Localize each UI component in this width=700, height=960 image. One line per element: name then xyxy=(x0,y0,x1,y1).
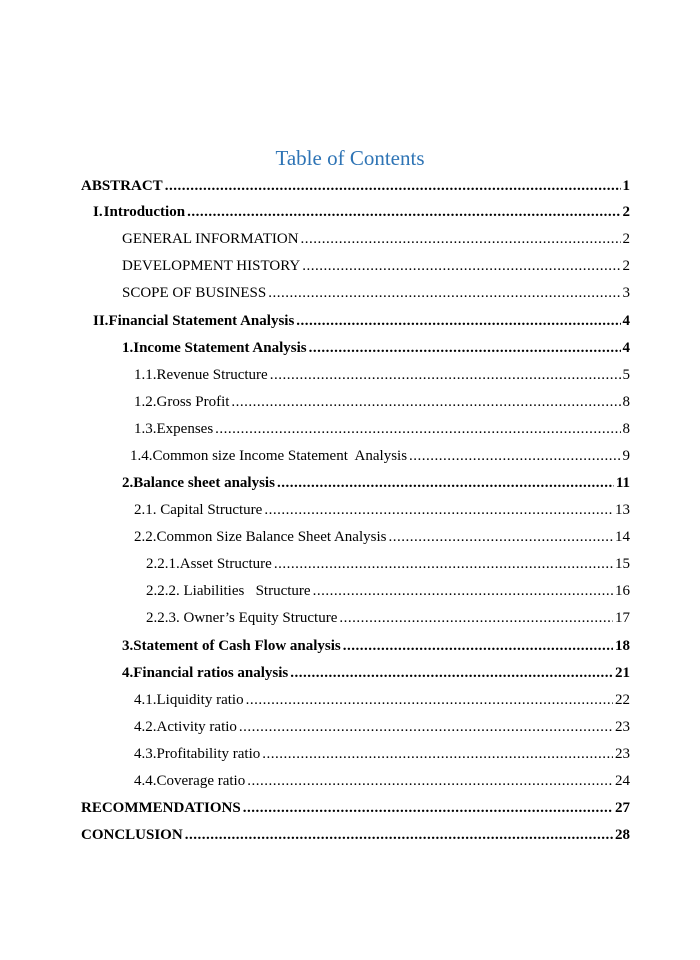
toc-entry-expenses[interactable] xyxy=(134,420,630,438)
toc-entry-financial-statement-analysis[interactable] xyxy=(93,312,630,330)
toc-entry-asset-structure[interactable] xyxy=(146,555,630,573)
dot-leader xyxy=(296,312,620,330)
toc-entry-development-history[interactable] xyxy=(122,257,630,275)
toc-entry-label: 2.2.1.Asset Structure xyxy=(146,556,272,572)
toc-entry-number: I. xyxy=(93,204,103,220)
dot-leader xyxy=(246,691,613,709)
toc-entry-label: SCOPE OF BUSINESS xyxy=(122,285,267,301)
toc-entry-income-statement-analysis[interactable] xyxy=(122,339,630,357)
toc-entry-general-information[interactable] xyxy=(122,230,630,248)
dot-leader xyxy=(388,528,613,546)
toc-entry-introduction[interactable] xyxy=(93,203,630,221)
toc-entry-number: 1. xyxy=(122,340,134,356)
toc-entry-label: Statement of Cash Flow analysis xyxy=(133,638,341,654)
toc-entry-label: Income Statement Analysis xyxy=(133,340,307,356)
toc-page-number: 4 xyxy=(622,340,630,356)
toc-page-number: 11 xyxy=(615,475,630,491)
toc-page-number: 1 xyxy=(622,178,630,194)
dot-leader xyxy=(243,799,613,817)
dot-leader xyxy=(309,339,621,357)
toc-entry-abstract[interactable] xyxy=(81,177,630,195)
toc-page-number: 14 xyxy=(615,529,630,545)
toc-page-number: 4 xyxy=(622,313,630,329)
toc-entry-label: DEVELOPMENT HISTORY xyxy=(122,258,301,274)
dot-leader xyxy=(302,257,620,275)
toc-entry-label: 1.4.Common size Income Statement Analysis xyxy=(130,448,408,464)
toc-entry-profitability-ratio[interactable] xyxy=(134,745,630,763)
toc-page-number: 9 xyxy=(622,448,630,464)
toc-entry-financial-ratios-analysis[interactable] xyxy=(122,664,630,682)
toc-entry-balance-sheet-analysis[interactable] xyxy=(122,474,630,492)
dot-leader xyxy=(270,366,621,384)
toc-page-number: 2 xyxy=(622,231,630,247)
dot-leader xyxy=(339,609,613,627)
dot-leader xyxy=(268,284,620,302)
dot-leader xyxy=(274,555,613,573)
toc-entry-label: 4.2.Activity ratio xyxy=(134,719,237,735)
dot-leader xyxy=(231,393,620,411)
toc-entry-label: GENERAL INFORMATION xyxy=(122,231,299,247)
toc-entry-gross-profit[interactable] xyxy=(134,393,630,411)
toc-entry-label: RECOMMENDATIONS xyxy=(81,800,241,816)
dot-leader xyxy=(185,826,613,844)
dot-leader xyxy=(187,203,620,221)
toc-page-number: 27 xyxy=(615,800,630,816)
toc-entry-label: 1.3.Expenses xyxy=(134,421,214,437)
toc-entry-label: 1.2.Gross Profit xyxy=(134,394,230,410)
toc-entry-conclusion[interactable] xyxy=(81,826,630,844)
toc-page-number: 8 xyxy=(622,394,630,410)
toc-entry-label: Introduction xyxy=(103,204,186,220)
toc-entry-number: 2. xyxy=(122,475,134,491)
toc-entry-activity-ratio[interactable] xyxy=(134,718,630,736)
toc-page-number: 15 xyxy=(615,556,630,572)
toc-entry-label: 4.3.Profitability ratio xyxy=(134,746,261,762)
toc-entry-number: II. xyxy=(93,313,109,329)
toc-entry-label: 2.2.Common Size Balance Sheet Analysis xyxy=(134,529,387,545)
dot-leader xyxy=(409,447,620,465)
toc-entry-owners-equity-structure[interactable] xyxy=(146,609,630,627)
toc-page-number: 2 xyxy=(622,204,630,220)
dot-leader xyxy=(215,420,620,438)
toc-entry-common-size-income-statement[interactable] xyxy=(130,447,630,465)
toc-page-number: 22 xyxy=(615,692,630,708)
dot-leader xyxy=(165,177,621,195)
toc-page-number: 13 xyxy=(615,502,630,518)
dot-leader xyxy=(264,501,613,519)
dot-leader xyxy=(313,582,613,600)
toc-entry-label: 2.2.3. Owner’s Equity Structure xyxy=(146,610,338,626)
toc-page-number: 17 xyxy=(615,610,630,626)
toc-entry-label: 4.4.Coverage ratio xyxy=(134,773,246,789)
toc-entry-common-size-balance-sheet[interactable] xyxy=(134,528,630,546)
toc-entry-liquidity-ratio[interactable] xyxy=(134,691,630,709)
toc-entry-capital-structure[interactable] xyxy=(134,501,630,519)
toc-entry-revenue-structure[interactable] xyxy=(134,366,630,384)
dot-leader xyxy=(247,772,613,790)
toc-entry-number: 4. xyxy=(122,665,134,681)
toc-entry-label: ABSTRACT xyxy=(81,178,163,194)
toc-entry-label: CONCLUSION xyxy=(81,827,183,843)
toc-page-number: 2 xyxy=(622,258,630,274)
toc-page-number: 28 xyxy=(615,827,630,843)
toc-title: Table of Contents xyxy=(275,146,425,170)
toc-page-number: 21 xyxy=(615,665,630,681)
dot-leader xyxy=(239,718,613,736)
toc-entry-label: 1.1.Revenue Structure xyxy=(134,367,268,383)
toc-entry-coverage-ratio[interactable] xyxy=(134,772,630,790)
toc-page-number: 16 xyxy=(615,583,630,599)
toc-entry-label: Financial Statement Analysis xyxy=(108,313,295,329)
dot-leader xyxy=(343,637,613,655)
toc-entry-label: Balance sheet analysis xyxy=(133,475,275,491)
toc-entry-label: 4.1.Liquidity ratio xyxy=(134,692,244,708)
toc-entry-number: 3. xyxy=(122,638,134,654)
toc-entry-liabilities-structure[interactable] xyxy=(146,582,630,600)
toc-page-number: 18 xyxy=(615,638,630,654)
toc-entry-recommendations[interactable] xyxy=(81,799,630,817)
toc-entry-label: Financial ratios analysis xyxy=(133,665,289,681)
toc-page-number: 23 xyxy=(615,746,630,762)
toc-page-number: 23 xyxy=(615,719,630,735)
toc-page-number: 8 xyxy=(622,421,630,437)
toc-page-number: 5 xyxy=(622,367,630,383)
toc-page-number: 3 xyxy=(622,285,630,301)
dot-leader xyxy=(262,745,613,763)
dot-leader xyxy=(277,474,614,492)
toc-entry-label: 2.2.2. Liabilities Structure xyxy=(146,583,311,599)
dot-leader xyxy=(290,664,613,682)
toc-entry-scope-of-business[interactable] xyxy=(122,284,630,302)
toc-entry-label: 2.1. Capital Structure xyxy=(134,502,263,518)
toc-page-number: 24 xyxy=(615,773,630,789)
toc-entry-cash-flow-analysis[interactable] xyxy=(122,637,630,655)
dot-leader xyxy=(301,230,621,248)
